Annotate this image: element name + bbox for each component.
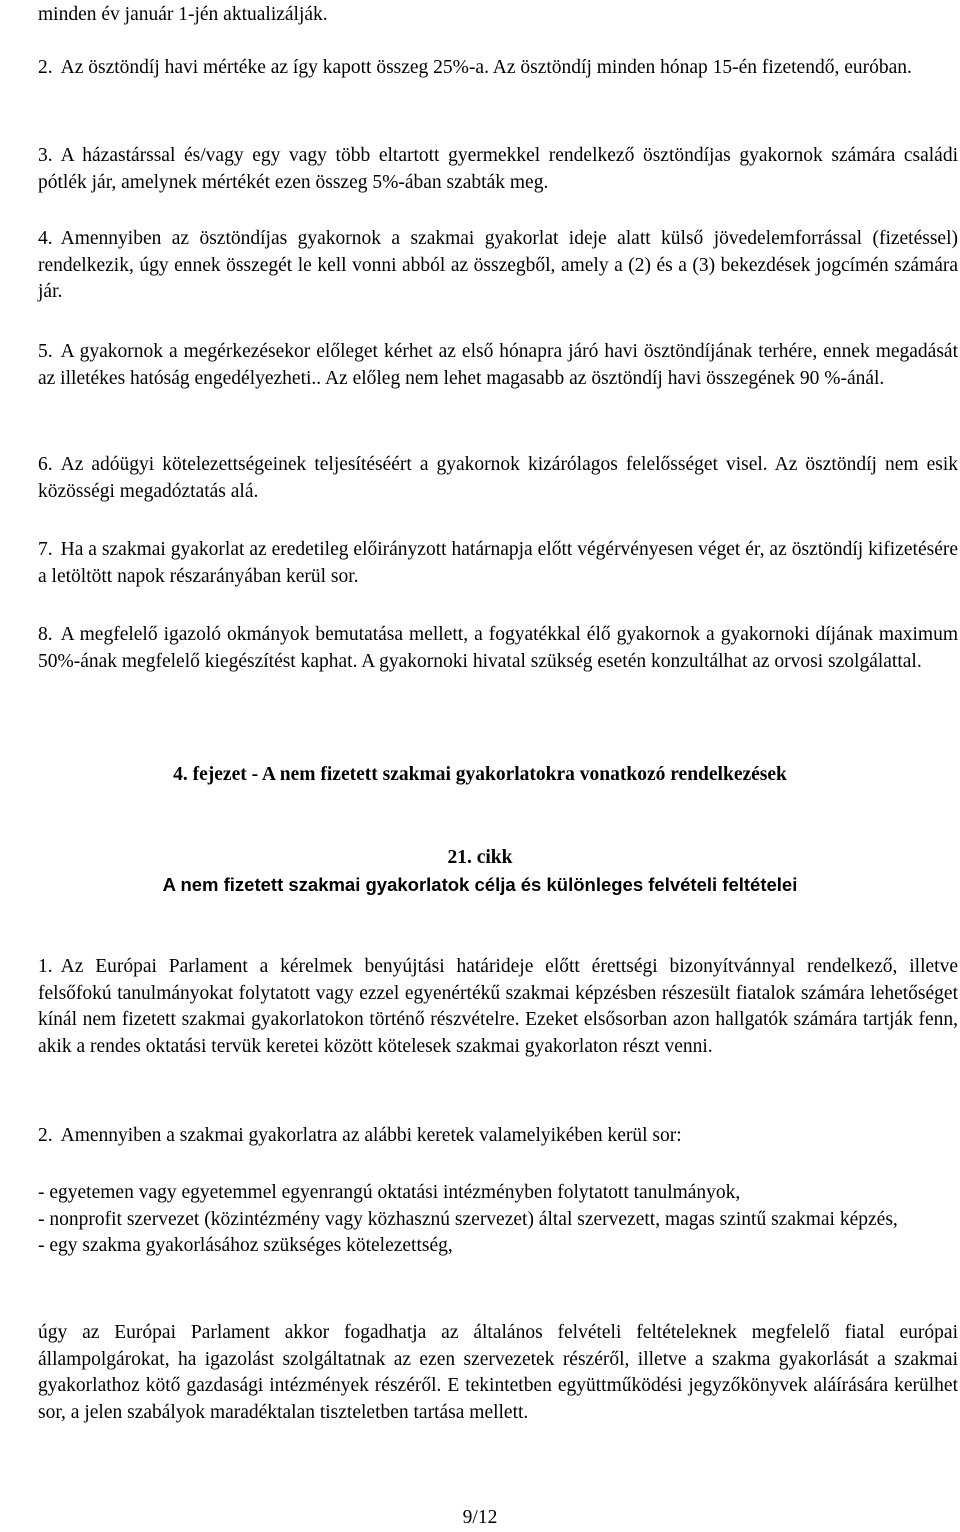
paragraph-text: A gyakornok a megérkezésekor előleget kérhet az első hónapra járó havi ösztöndíjának terhére, ennek megadását az illetékes hatóság engedélyezheti.. Az előleg nem lehet magasabb az ösztöndíj havi összegének 90 %-ánál. [38, 341, 958, 389]
top-continuation-line [38, 2, 958, 29]
article-paragraph-2 [38, 1123, 958, 1150]
paragraph-text: Az Európai Parlament a kérelmek benyújtási határideje előtt érettségi bizonyítvánnyal rendelkező, illetve felsőfokú tanulmányokat folytatott vagy ezzel egyenértékű szakmai képzésben részesült fiatalok számára lehetőséget kínál nem fizetett szakmai gyakorlatokon történő részvételre. Ezeket elsősorban azon hallgatók számára tartják fenn, akik a rendes oktatási tervük keretei között kötelesek szakmai gyakorlaton részt venni. [38, 956, 958, 1057]
paragraph-text: Amennyiben az ösztöndíjas gyakornok a szakmai gyakorlat ideje alatt külső jövedelemforrással (fizetéssel) rendelkezik, úgy ennek összegét le kell vonni abból az összegből, amely a (2) és a (3) bekezdések jogcímén számára jár. [38, 228, 958, 302]
paragraph-number: 7. [38, 539, 53, 560]
paragraph-4 [38, 226, 958, 306]
list-item: - egyetemen vagy egyetemmel egyenrangú oktatási intézményben folytatott tanulmányok, [38, 1182, 741, 1203]
paragraph-5 [38, 339, 958, 392]
paragraph-text: Amennyiben a szakmai gyakorlatra az alábbi keretek valamelyikében kerül sor: [60, 1125, 682, 1146]
closing-paragraph: úgy az Európai Parlament akkor fogadhatja az általános felvételi feltételeknek megfelelő fiatal európai állampolgárokat, ha igazolást szolgáltatnak az ezen szervezetek részéről, illetve a szakma gyakorlását a szakmai gyakorlathoz kötő gazdasági intézmények részéről. E tekintetben együttműködési jegyzőkönyvek aláírására kerülhet sor, a jelen szabályok maradéktalan tiszteletben tartása mellett. [38, 1322, 958, 1423]
paragraph-2 [38, 55, 958, 82]
paragraph-number: 3. [38, 145, 53, 166]
continuation-text: minden év január 1-jén aktualizálják. [38, 4, 328, 25]
paragraph-number: 5. [38, 341, 53, 362]
paragraph-6 [38, 452, 958, 505]
paragraph-text: A megfelelő igazoló okmányok bemutatása mellett, a fogyatékkal élő gyakornok a gyakornoki díjának maximum 50%-ának megfelelő kiegészítést kaphat. A gyakornoki hivatal szükség esetén konzultálhat az orvosi szolgálattal. [38, 624, 958, 672]
paragraph-text: A házastárssal és/vagy egy vagy több eltartott gyermekkel rendelkező ösztöndíjas gyakornok számára családi pótlék jár, amelynek mértékét ezen összeg 5%-ában szabták meg. [38, 145, 958, 193]
list-item: - nonprofit szervezet (közintézmény vagy közhasznú szervezet) által szervezett, magas szintű szakmai képzés, [38, 1208, 898, 1230]
article-subtitle: A nem fizetett szakmai gyakorlatok célja és különleges felvételi feltételei [162, 874, 798, 895]
paragraph-number: 2. [38, 1125, 53, 1146]
list-item: - egy szakma gyakorlásához szükséges kötelezettség, [38, 1235, 453, 1256]
paragraph-text: Az adóügyi kötelezettségeinek teljesítéséért a gyakornok kizárólagos felelősséget visel. Az ösztöndíj nem esik közösségi megadóztatás alá. [38, 454, 958, 502]
page-number: 9/12 [462, 1507, 498, 1528]
paragraph-text: Ha a szakmai gyakorlat az eredetileg előirányzott határnapja előtt végérvényesen véget ér, az ösztöndíj kifizetésére a letöltött napok részarányában kerül sor. [38, 539, 958, 587]
condition-list [38, 1180, 958, 1260]
paragraph-number: 8. [38, 624, 53, 645]
article-number: 21. cikk [447, 847, 513, 868]
chapter-title: 4. fejezet - A nem fizetett szakmai gyakorlatokra vonatkozó rendelkezések [173, 764, 787, 785]
paragraph-number: 2. [38, 57, 53, 78]
paragraph-number: 6. [38, 454, 53, 475]
paragraph-3 [38, 143, 958, 196]
paragraph-7 [38, 537, 958, 590]
paragraph-number: 1. [38, 956, 53, 977]
paragraph-number: 4. [38, 228, 53, 249]
paragraph-8 [38, 622, 958, 675]
paragraph-text: Az ösztöndíj havi mértéke az így kapott összeg 25%-a. Az ösztöndíj minden hónap 15-én fizetendő, euróban. [60, 57, 912, 78]
article-paragraph-1 [38, 954, 958, 1060]
